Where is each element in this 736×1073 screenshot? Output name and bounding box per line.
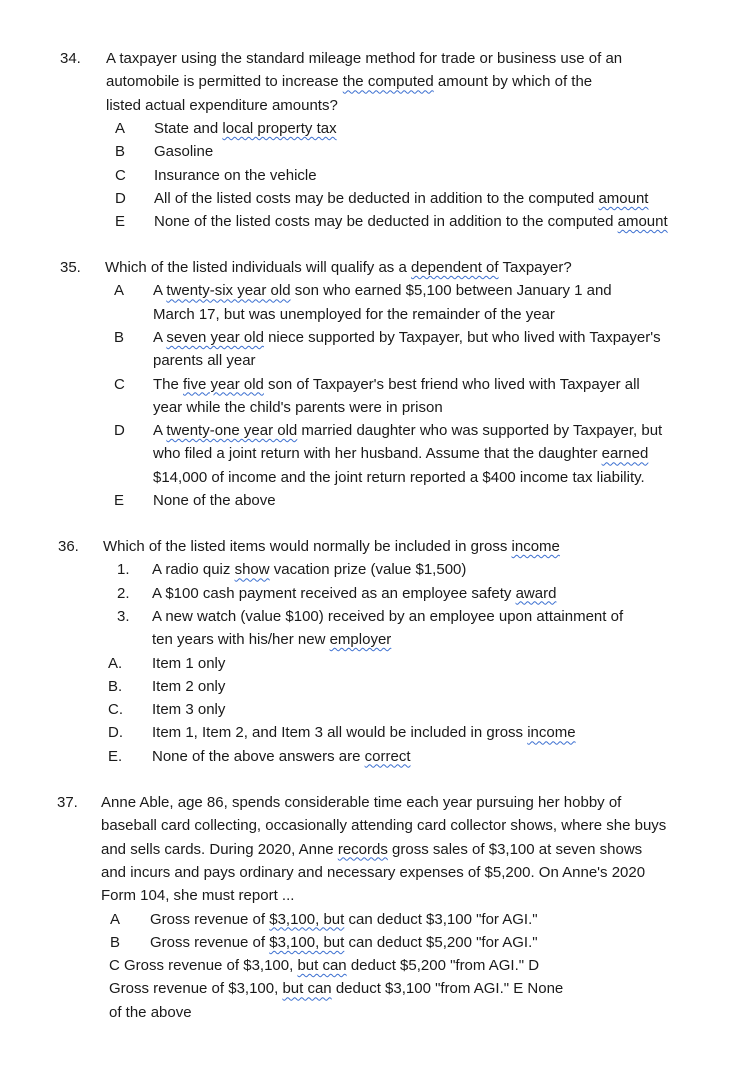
option-text-line [109,980,563,998]
text-run: A [153,422,167,440]
grammar-underline: twenty-six year old [166,282,291,300]
text-run: automobile is permitted to increase [106,73,343,91]
grammar-underline: correct [364,747,411,765]
text-run: A [153,282,167,300]
option-text-line [153,422,662,440]
option-text-line [154,167,317,185]
grammar-underline: the computed [342,73,434,91]
text-run: of the above [109,1003,192,1021]
text-run: Gross revenue of $3,100, [109,980,283,998]
text-run: and incurs and pays ordinary and necessary expenses of $5,200. On Anne's 2020 [101,863,646,881]
option-text-line [150,934,538,952]
option-text-line [152,655,225,673]
text-run: niece supported by Taxpayer, but who lived with Taxpayer's [263,328,661,346]
grammar-underline: but can [282,980,332,998]
option-letter: C [115,166,126,184]
grammar-underline: award [515,584,557,602]
option-letter: B [114,328,125,346]
grammar-underline: local property tax [222,119,337,137]
option-text-line [154,143,213,161]
text-run: deduct $3,100 "from AGI." E None [331,980,564,998]
text-run: State and [154,119,223,137]
option-text-line [152,748,410,766]
text-run: baseball card collecting, occasionally attending card collector shows, where she buys [101,817,667,835]
option-letter: C. [108,701,123,719]
grammar-underline: five year old [183,375,264,393]
option-letter: B. [108,677,123,695]
option-letter: E [114,492,125,509]
option-letter: E. [108,747,123,765]
option-text-line [152,701,225,719]
grammar-underline: income [527,724,576,742]
text-run: Insurance on the vehicle [154,166,317,184]
text-run: ten years with his/her new [152,631,330,649]
grammar-underline: earned [601,445,649,463]
option-text-line [153,492,276,510]
text-run: Which of the listed individuals will qualify as a [105,259,411,276]
text-run: None of the listed costs may be deducted in addition to the computed [154,213,618,231]
option-letter: D. [108,724,123,742]
option-text-line [153,376,640,394]
question-stem-line [101,817,666,835]
item-text-line [152,608,623,626]
grammar-underline: $3,100, but [269,933,345,951]
option-letter: A [115,119,126,137]
text-run: can deduct $5,200 "for AGI." [344,933,538,951]
grammar-underline: dependent of [410,259,499,276]
option-text-line [153,352,256,370]
text-run: Item 2 only [152,677,226,695]
question-stem-line [103,538,560,556]
text-run: deduct $5,200 "from AGI." D [346,957,540,975]
item-number: 2. [117,584,130,602]
text-run: A radio quiz [152,561,235,579]
text-run: March 17, but was unemployed for the remainder of the year [153,305,555,323]
text-run: A [153,328,167,346]
option-letter: A [110,910,121,928]
text-run: parents all year [153,352,256,370]
question-number: 36. [58,538,79,555]
text-run: Gross revenue of [150,910,270,928]
text-run: All of the listed costs may be deducted in addition to the computed [154,189,599,207]
grammar-underline: records [337,840,388,858]
grammar-underline: $3,100, but [269,910,345,928]
question-number: 34. [60,50,81,67]
text-run: and sells cards. During 2020, Anne [101,840,338,858]
text-run: Form 104, she must report ... [101,887,295,905]
text-run: listed actual expenditure amounts? [106,96,338,114]
text-run: son who earned $5,100 between January 1 and [290,282,612,300]
grammar-underline: but can [297,957,347,975]
grammar-underline: employer [329,631,392,649]
option-text-line [152,724,576,742]
text-run: gross sales of $3,100 at seven shows [387,840,643,858]
question-stem-line [105,259,572,277]
option-letter: B [110,933,121,951]
option-text-line [153,445,648,463]
question-stem-line [101,794,621,812]
item-number: 3. [117,607,130,625]
text-run: Gross revenue of [150,933,270,951]
item-text-line [152,631,391,649]
text-run: The [153,375,184,393]
text-run: Item 1 only [152,654,226,672]
question-stem-line [106,73,592,91]
option-text-line [152,678,225,696]
option-text-line [154,213,668,231]
option-letter: B [115,143,126,161]
option-letter: A [114,282,125,300]
text-run: C Gross revenue of $3,100, [109,957,298,975]
text-run: A new watch (value $100) received by an employee upon attainment of [152,607,624,625]
question-stem-line [101,841,642,859]
grammar-underline: twenty-one year old [166,422,298,440]
option-text-line [109,957,539,975]
text-run: son of Taxpayer's best friend who lived with Taxpayer all [263,375,640,393]
question-stem-line [101,887,294,905]
text-run: Item 1, Item 2, and Item 3 all would be included in gross [152,724,528,742]
grammar-underline: show [234,561,270,579]
text-run: can deduct $3,100 "for AGI." [344,910,538,928]
text-run: Gasoline [154,143,214,161]
text-run: who filed a joint return with her husband. Assume that the daughter [153,445,602,463]
option-text-line [150,911,538,929]
grammar-underline: amount [617,213,668,231]
text-run: year while the child's parents were in prison [153,398,443,416]
option-letter: D [115,189,126,207]
option-text-line [153,306,555,324]
grammar-underline: amount [598,189,649,207]
item-text-line [152,585,556,603]
option-text-line [153,329,661,347]
text-run: amount by which of the [433,73,593,91]
option-letter: C [114,375,125,393]
text-run: A $100 cash payment received as an employee safety [152,584,516,602]
text-run: None of the above answers are [152,747,365,765]
text-run: married daughter who was supported by Taxpayer, but [297,422,663,440]
option-text-line [154,120,337,138]
grammar-underline: seven year old [166,328,264,346]
grammar-underline: income [511,538,560,555]
option-letter: D [114,422,125,440]
text-run: None of the above [153,492,276,509]
question-number: 37. [57,794,78,811]
text-run: Taxpayer? [498,259,572,276]
question-stem-line [106,97,338,115]
text-run: $14,000 of income and the joint return reported a $400 income tax liability. [153,468,645,486]
option-text-line [109,1004,192,1022]
question-stem-line [106,50,622,68]
option-text-line [154,190,648,208]
option-text-line [153,469,645,487]
text-run: Item 3 only [152,701,226,719]
text-run: Which of the listed items would normally be included in gross [103,538,512,555]
text-run: Anne Able, age 86, spends considerable time each year pursuing her hobby of [101,794,622,811]
question-stem-line [101,864,645,882]
option-letter: A. [108,654,123,672]
option-letter: E [115,213,126,231]
item-text-line [152,561,466,579]
question-number: 35. [60,259,81,276]
option-text-line [153,282,612,300]
text-run: vacation prize (value $1,500) [269,561,467,579]
text-run: A taxpayer using the standard mileage method for trade or business use of an [106,50,623,67]
item-number: 1. [117,561,130,579]
option-text-line [153,399,443,417]
